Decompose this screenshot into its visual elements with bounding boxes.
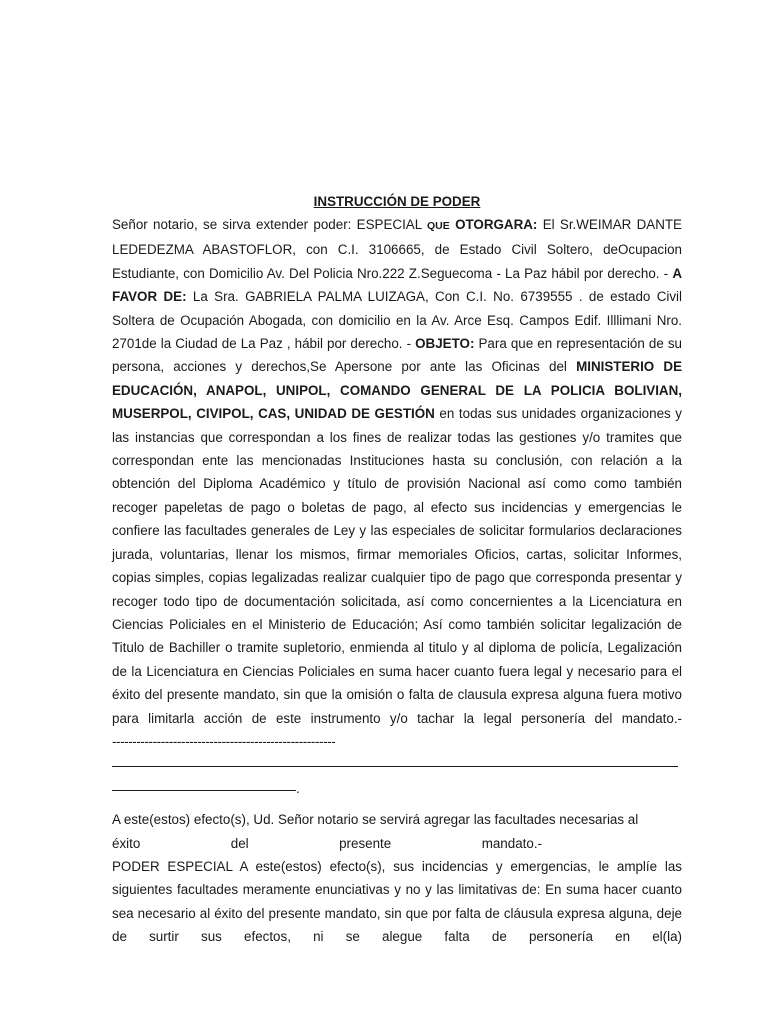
- third-paragraph: PODER ESPECIAL A este(estos) efecto(s), sus incidencias y emergencias, le amplíe las siguientes facultades meramente enunciativas y no y las limitativas de: En suma hacer cuanto sea necesario al éxito del presente mandato, sin que por falta de cláusula expresa alguna, deje de surtir sus efectos, ni se alegue falta de personería en el(la): [112, 858, 682, 945]
- institutions-list: MINISTERIO DE EDUCACIÓN, ANAPOL, UNIPOL, COMANDO GENERAL DE LA POLICIA BOLIVIAN, MUSERPOL, CIVIPOL, CAS, UNIDAD DE GESTIÓN: [112, 359, 682, 422]
- word: presente: [339, 835, 392, 851]
- a-favor-de-keyword: A FAVOR DE:: [112, 265, 682, 305]
- otorgara-keyword: OTORGARA:: [455, 217, 538, 232]
- objeto-keyword: OBJETO:: [415, 336, 475, 352]
- fill-line-end: .: [296, 780, 300, 796]
- word: éxito: [112, 835, 141, 851]
- que-keyword: QUE: [426, 220, 450, 232]
- text-segment: Señor notario, se sirva extender poder: ESPECIAL: [112, 217, 427, 232]
- dash-fill: -------------------------------------------------------: [112, 733, 336, 749]
- word: mandato.-: [481, 835, 542, 851]
- text-segment: en todas sus unidades organizaciones y las instancias que correspondan a los fines de realizar todas las gestiones y/o tramites que correspondan ente las mencionadas Instituciones hasta su conclusión, con relación a la obtención del Diploma Académico y título de provisión Nacional así como como también recoger papeletas de pago o boletas de pago, al efecto sus incidencias y emergencias le confiere las facultades generales de Ley y las especiales de solicitar formularios declaraciones jurada, voluntarias, llenar los mismos, firmar memoriales Oficios, cartas, solicitar Informes, copias simples, copias legalizadas realizar cualquier tipo de pago que corresponda presentar y recoger todo tipo de documentación solicitada, así como concernientes a la Licenciatura en Ciencias Policiales en el Ministerio de Educación; Así como también solicitar legalización de Titulo de Bachiller o tramite supletorio, enmienda al titulo y al diploma de policía, Legalización de la Licenciatura en Ciencias Policiales en suma hacer cuanto fuera legal y necesario para el éxito del presente mandato, sin que la omisión o falta de clausula expresa alguna fuera motivo para limitarla acción de este instrumento y/o tachar la legal personería del mandato.-: [112, 406, 682, 726]
- document-body: [112, 190, 682, 949]
- text-segment: El Sr.WEIMAR DANTE LEDEDEZMA ABASTOFLOR, con C.I. 3106665, de Estado Civil Soltero, deOcupacion Estudiante, con Domicilio Av. Del Policia Nro.222 Z.Seguecoma - La Paz hábil por derecho. -: [112, 217, 682, 281]
- main-paragraph: [112, 213, 682, 753]
- fill-line: [112, 777, 682, 800]
- text-segment: Para que en representación de su persona, acciones y derechos,Se Apersone por ante las Oficinas del: [112, 336, 682, 375]
- underline-rule: [112, 766, 678, 767]
- underline-rule: [112, 790, 296, 791]
- paragraph-line: A este(estos) efecto(s), Ud. Señor notario se servirá agregar las facultades necesarias al: [112, 812, 639, 828]
- fill-line: [112, 753, 682, 776]
- second-paragraph: [112, 808, 682, 855]
- document-title: INSTRUCCIÓN DE PODER: [313, 194, 481, 209]
- text-segment: La Sra. GABRIELA PALMA LUIZAGA, Con C.I. No. 6739555 . de estado Civil Soltera de Ocupación Abogada, con domicilio en la Av. Arce Esq. Campos Edif. Illlimani Nro. 2701de la Ciudad de La Paz , hábil por derecho. -: [112, 289, 682, 352]
- paragraph-line: [112, 832, 542, 855]
- word: del: [230, 835, 249, 851]
